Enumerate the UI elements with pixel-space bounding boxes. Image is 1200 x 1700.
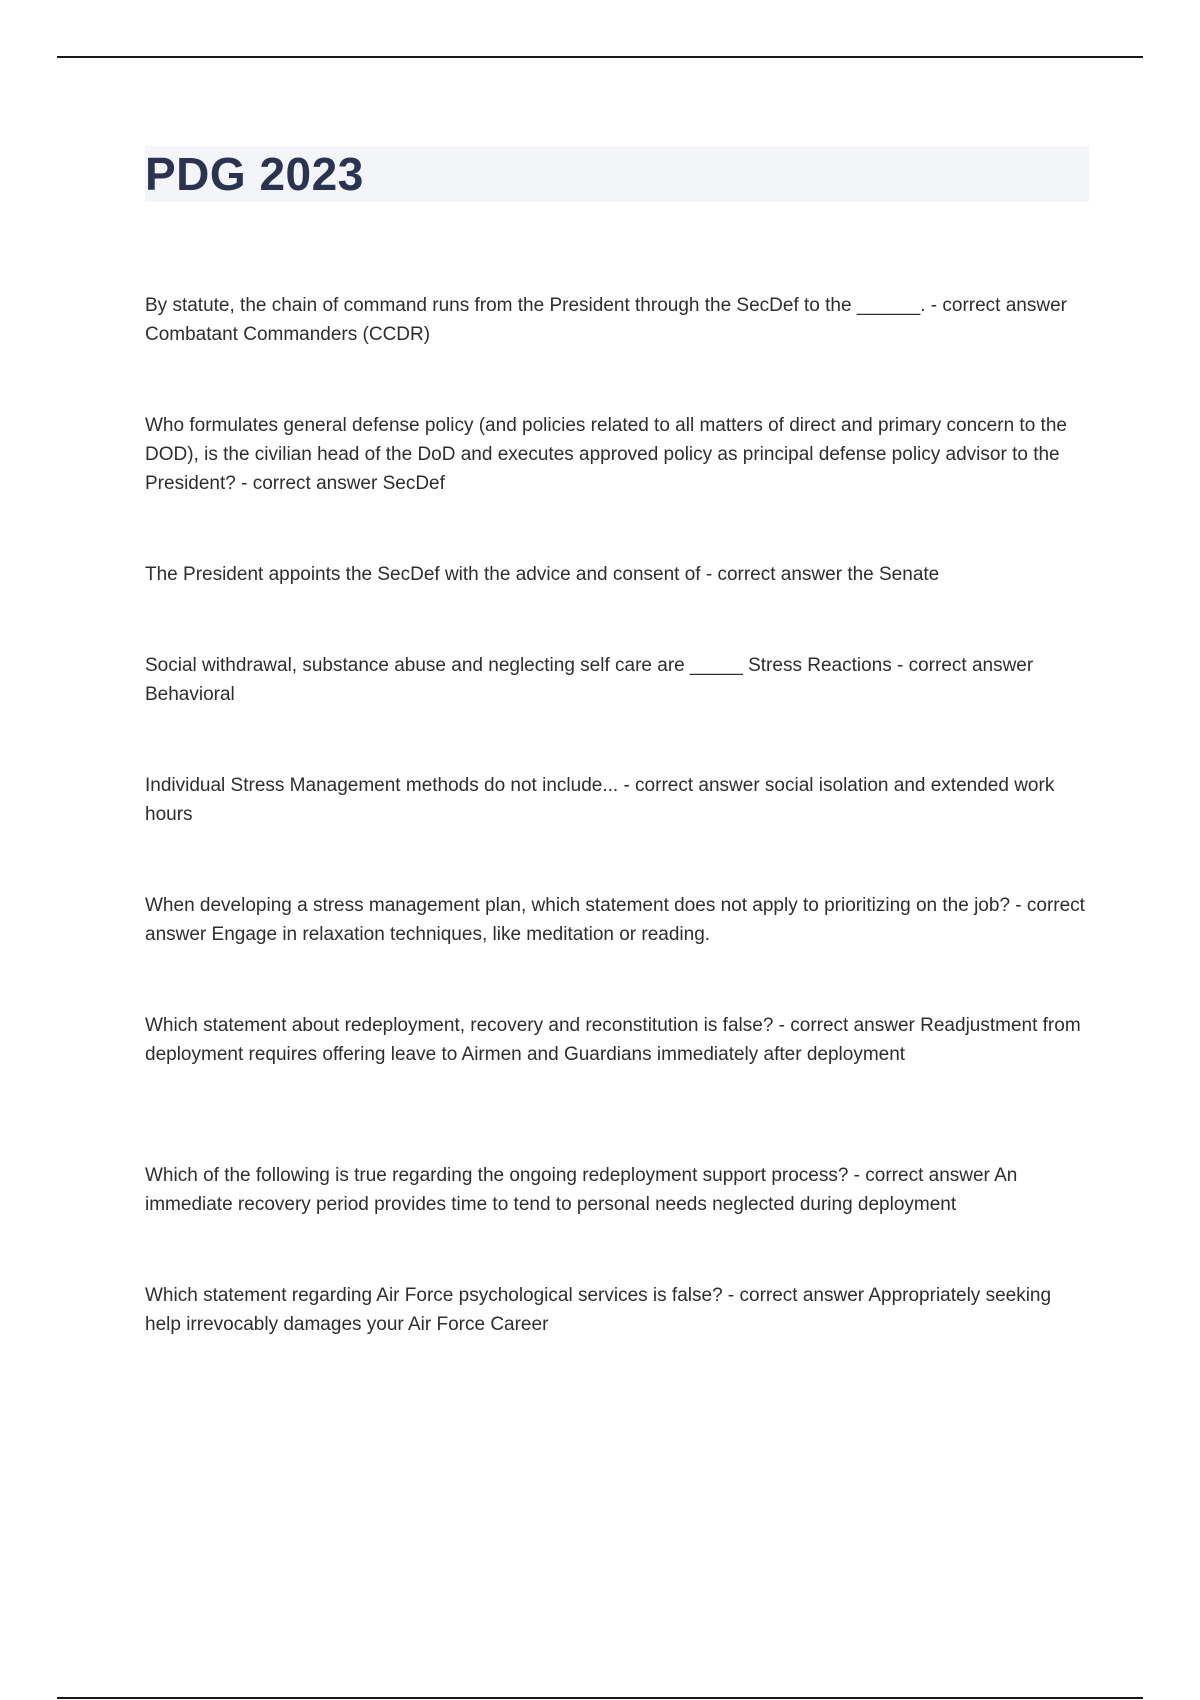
qa-item: By statute, the chain of command runs from the President through the SecDef to the ______. - correct answer Combatant Commanders (CCDR): [145, 295, 1067, 345]
qa-item: When developing a stress management plan, which statement does not apply to prioritizing on the job? - correct answer Engage in relaxation techniques, like meditation or reading.: [145, 895, 1085, 945]
qa-item: Social withdrawal, substance abuse and neglecting self care are _____ Stress Reactions - correct answer Behavioral: [145, 655, 1034, 705]
title-band: [145, 146, 1089, 202]
qa-item: Which statement about redeployment, recovery and reconstitution is false? - correct answer Readjustment from deployment requires offering leave to Airmen and Guardians immediately after deployment: [145, 1015, 1081, 1065]
qa-item: Who formulates general defense policy (and policies related to all matters of direct and primary concern to the DOD), is the civilian head of the DoD and executes approved policy as principal defense policy advisor to the President? - correct answer SecDef: [145, 415, 1067, 494]
qa-item: The President appoints the SecDef with the advice and consent of - correct answer the Senate: [145, 564, 940, 585]
bottom-divider: [57, 1697, 1143, 1699]
qa-item: Individual Stress Management methods do not include... - correct answer social isolation and extended work hours: [145, 775, 1055, 825]
qa-item: Which of the following is true regarding the ongoing redeployment support process? - correct answer An immediate recovery period provides time to tend to personal needs neglected during deployment: [145, 1165, 1018, 1215]
qa-item: Which statement regarding Air Force psychological services is false? - correct answer Appropriately seeking help irrevocably damages your Air Force Career: [145, 1285, 1052, 1335]
page-title: PDG 2023: [145, 148, 364, 200]
top-divider: [57, 56, 1143, 58]
